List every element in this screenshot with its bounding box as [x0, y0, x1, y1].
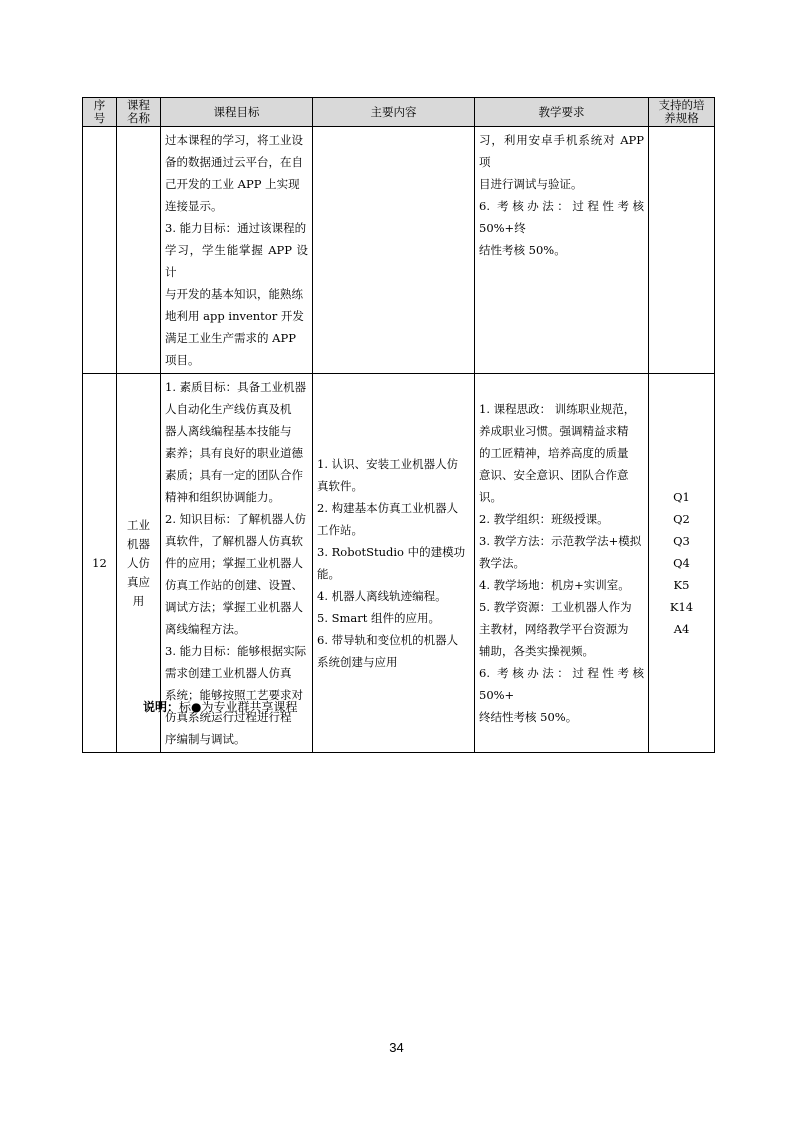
row-number [83, 127, 117, 374]
row-content: 1. 认识、安装工业机器人仿 真软件。 2. 构建基本仿真工业机器人 工作站。 3. RobotStudio 中的建模功 能。 4. 机器人离线轨迹编程。 5. Smart 组件的应用。 6. 带导轨和变位机的机器人 系统创建与应用 [313, 374, 475, 753]
header-main-content: 主要内容 [313, 98, 475, 127]
footnote [143, 698, 298, 715]
course-table [82, 97, 715, 753]
row-specs [649, 127, 715, 374]
row-number: 12 [83, 374, 117, 753]
header-course-goals: 课程目标 [161, 98, 313, 127]
table-row [83, 127, 715, 374]
footnote-text: 标●为专业群共享课程 [179, 700, 298, 714]
header-teaching-requirements: 教学要求 [475, 98, 649, 127]
header-number: 序 号 [83, 98, 117, 127]
row-course-name: 工业 机器 人仿 真应 用 [117, 374, 161, 753]
header-course-name: 课程 名称 [117, 98, 161, 127]
row-course-name [117, 127, 161, 374]
header-supported-specs: 支持的培 养规格 [649, 98, 715, 127]
page-number: 34 [389, 1040, 404, 1055]
row-requirements: 1. 课程思政： 训练职业规范， 养成职业习惯。强调精益求精 的工匠精神，培养高度的质量 意识、安全意识、团队合作意 识。 2. 教学组织：班级授课。 3. 教学方法：示范教学法+模拟 教学法。 4. 教学场地：机房+实训室。 5. 教学资源：工业机器人作为 主教材，网络教学平台资源为 辅助，各类实操视频。 6. 考核办法：过程性考核 50%+ 终结性考核 50%。 [475, 374, 649, 753]
footnote-label: 说明： [143, 700, 180, 714]
row-specs: Q1 Q2 Q3 Q4 K5 K14 A4 [649, 374, 715, 753]
row-goals: 过本课程的学习，将工业设 备的数据通过云平台，在自 己开发的工业 APP 上实现 连接显示。 3. 能力目标：通过该课程的 学习，学生能掌握 APP 设计 与开发的基本知识，能熟练 地利用 app inventor 开发 满足工业生产需求的 APP 项目。 [161, 127, 313, 374]
table-row [83, 374, 715, 753]
table-header-row [83, 98, 715, 127]
row-goals: 1. 素质目标：具备工业机器 人自动化生产线仿真及机 器人离线编程基本技能与 素养；具有良好的职业道德 素质；具有一定的团队合作 精神和组织协调能力。 2. 知识目标：了解机器人仿 真软件，了解机器人仿真软 件的应用；掌握工业机器人 仿真工作站的创建、设置、 调试方法；掌握工业机器人 离线编程方法。 3. 能力目标：能够根据实际 需求创建工业机器人仿真 系统；能够按照工艺要求对 仿真系统运行过程进行程 序编制与调试。 [161, 374, 313, 753]
row-requirements: 习，利用安卓手机系统对 APP 项 目进行调试与验证。 6. 考核办法：过程性考核 50%+终 结性考核 50%。 [475, 127, 649, 374]
row-content [313, 127, 475, 374]
